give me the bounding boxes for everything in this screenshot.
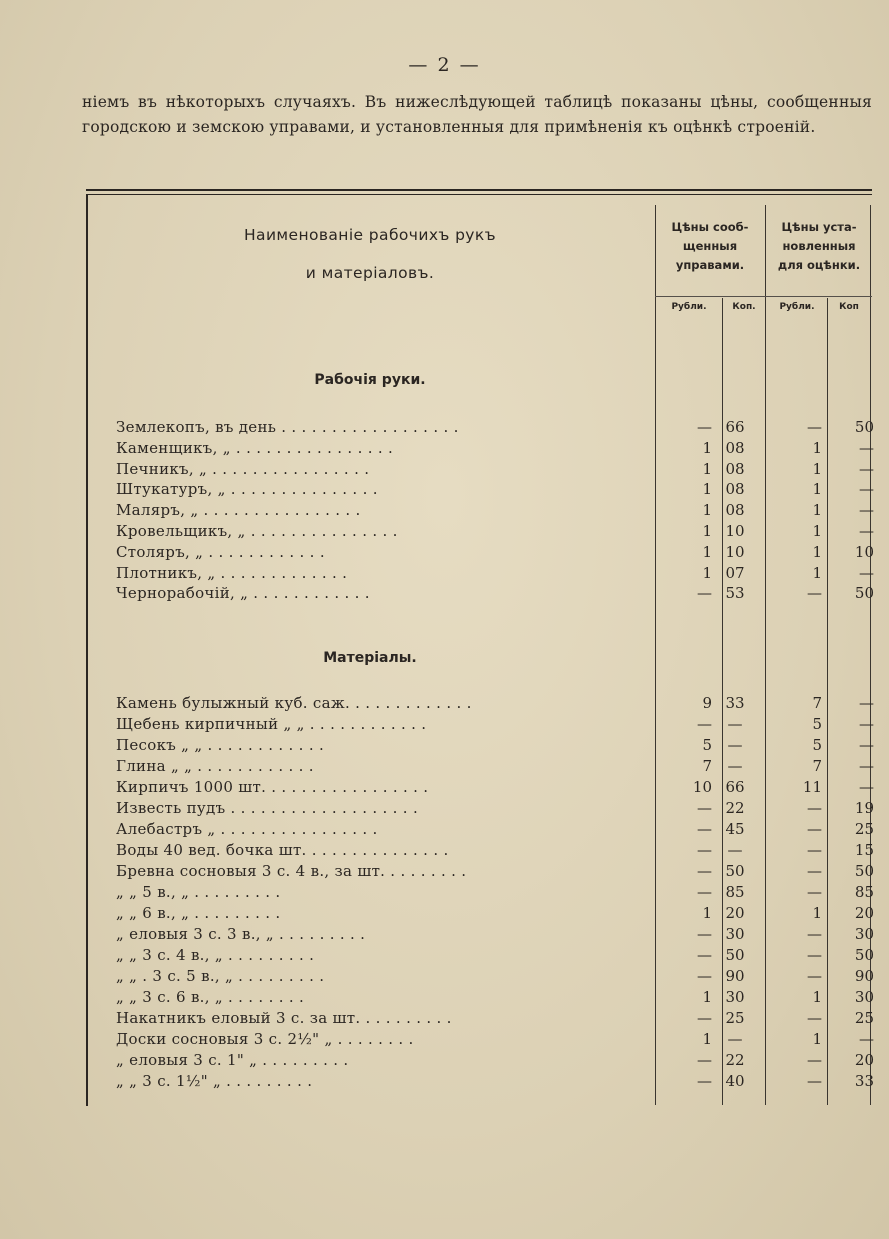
- cell-rub1: —: [697, 862, 712, 880]
- cell-kop2: —: [859, 563, 874, 582]
- cell-kop1: 30: [725, 988, 745, 1006]
- table-row: [116, 1051, 872, 1073]
- cell-kop1: —: [727, 736, 743, 754]
- cell-rub2: —: [807, 418, 822, 436]
- header-name-line2: и матеріаловъ.: [305, 264, 435, 282]
- header-name-column: [200, 216, 540, 292]
- cell-kop2: —: [859, 715, 874, 733]
- row-name: Щебень кирпичный „ „ . . . . . . . . . . . .: [116, 715, 427, 733]
- unit-rub1: Рубли.: [671, 302, 707, 312]
- cell-kop1: —: [727, 841, 743, 859]
- cell-rub1: 1: [702, 988, 712, 1006]
- table-row: [116, 820, 872, 842]
- cell-rub2: —: [807, 1072, 822, 1090]
- cell-kop2: —: [859, 501, 874, 520]
- cell-kop1: 08: [725, 501, 745, 520]
- row-name: Кирпичъ 1000 шт. . . . . . . . . . . . . . . . .: [116, 778, 429, 796]
- cell-kop2: —: [859, 438, 874, 457]
- cell-rub1: 7: [702, 757, 712, 775]
- header-group2-line1: Цѣны уста-: [781, 220, 857, 234]
- table-row: [116, 439, 872, 461]
- cell-kop1: 85: [725, 883, 745, 901]
- cell-rub2: —: [807, 799, 822, 817]
- cell-kop1: 90: [725, 967, 745, 985]
- cell-kop2: —: [859, 778, 874, 796]
- row-name: Бревна сосновыя 3 с. 4 в., за шт. . . . . . . . .: [116, 862, 467, 880]
- header-divider-rule: [655, 296, 872, 297]
- cell-kop2: 50: [854, 946, 874, 964]
- table-row: [116, 1072, 872, 1094]
- cell-rub2: 1: [812, 1030, 822, 1048]
- table-row: [116, 501, 872, 523]
- cell-rub2: 1: [812, 501, 822, 520]
- cell-kop2: —: [859, 459, 874, 478]
- cell-kop1: 53: [725, 584, 745, 603]
- table-row: [116, 715, 872, 737]
- row-name: Накатникъ еловый 3 с. за шт. . . . . . . . . .: [116, 1009, 452, 1027]
- row-name: Плотникъ, „ . . . . . . . . . . . . .: [116, 563, 348, 582]
- cell-rub1: 1: [702, 904, 712, 922]
- row-name: „ „ 3 с. 6 в., „ . . . . . . . .: [116, 988, 305, 1006]
- row-name: „ „ 6 в., „ . . . . . . . . .: [116, 904, 281, 922]
- cell-kop2: 30: [854, 988, 874, 1006]
- cell-rub1: —: [697, 820, 712, 838]
- table-row: [116, 925, 872, 947]
- cell-kop2: 50: [854, 584, 874, 603]
- cell-rub1: —: [697, 1009, 712, 1027]
- row-name: „ еловыя 3 с. 1" „ . . . . . . . . .: [116, 1051, 349, 1069]
- cell-kop1: 08: [725, 438, 745, 457]
- table-row: [116, 418, 872, 440]
- cell-rub1: —: [697, 967, 712, 985]
- row-name: Столяръ, „ . . . . . . . . . . . .: [116, 542, 325, 561]
- row-name: „ „ 5 в., „ . . . . . . . . .: [116, 883, 281, 901]
- header-name-line1: Наименованіе рабочихъ рукъ: [244, 226, 496, 244]
- row-name: Воды 40 вед. бочка шт. . . . . . . . . . . . . . .: [116, 841, 449, 859]
- cell-kop1: 30: [725, 925, 745, 943]
- table-top-rule-thin: [86, 194, 872, 195]
- cell-kop1: —: [727, 715, 743, 733]
- cell-rub1: —: [697, 418, 712, 436]
- table-row: [116, 1009, 872, 1031]
- cell-kop1: —: [727, 757, 743, 775]
- table-row: [116, 522, 872, 544]
- cell-rub1: —: [697, 1051, 712, 1069]
- cell-kop2: 20: [854, 1051, 874, 1069]
- cell-kop1: 08: [725, 480, 745, 499]
- cell-rub2: —: [807, 862, 822, 880]
- cell-kop1: 10: [725, 522, 745, 540]
- table-row: [116, 946, 872, 968]
- header-group1-line2: щенныя: [682, 239, 738, 253]
- cell-rub1: 1: [702, 542, 712, 561]
- cell-kop2: 90: [854, 967, 874, 985]
- cell-kop1: 22: [725, 799, 745, 817]
- row-name: Известь пудъ . . . . . . . . . . . . . . . . . . .: [116, 799, 419, 817]
- cell-rub1: 9: [702, 694, 712, 712]
- cell-kop2: —: [859, 480, 874, 499]
- cell-rub1: 10: [692, 778, 712, 796]
- header-col-group2: [767, 218, 871, 275]
- row-name: „ „ 3 с. 4 в., „ . . . . . . . . .: [116, 946, 315, 964]
- cell-rub2: 5: [812, 736, 822, 754]
- cell-kop1: 08: [725, 459, 745, 478]
- section-materials-title: Матеріалы.: [323, 650, 417, 666]
- cell-rub2: —: [807, 946, 822, 964]
- row-name: Песокъ „ „ . . . . . . . . . . . .: [116, 736, 325, 754]
- table-row: [116, 988, 872, 1010]
- cell-rub1: 5: [702, 736, 712, 754]
- table-row: [116, 460, 872, 482]
- cell-kop1: 50: [725, 946, 745, 964]
- cell-rub1: 1: [702, 501, 712, 520]
- cell-rub2: 1: [812, 542, 822, 561]
- cell-rub1: 1: [702, 522, 712, 540]
- header-group2-line3: для оцѣнки.: [777, 258, 861, 272]
- intro-paragraph: ніемъ въ нѣкоторыхъ случаяхъ. Въ нижеслѣдующей таблицѣ показаны цѣны, сообщенныя городскою и земскою управами, и установленныя для примѣненія къ оцѣнкѣ строеній.: [82, 93, 872, 136]
- table-row: [116, 799, 872, 821]
- cell-rub1: 1: [702, 459, 712, 478]
- cell-kop2: —: [859, 1030, 874, 1048]
- cell-kop2: —: [859, 694, 874, 712]
- table-row: [116, 564, 872, 586]
- cell-rub1: —: [697, 925, 712, 943]
- cell-rub2: 5: [812, 715, 822, 733]
- cell-kop1: 45: [725, 820, 745, 838]
- cell-rub2: 7: [812, 694, 822, 712]
- row-name: Камень булыжный куб. саж. . . . . . . . . . . . .: [116, 694, 472, 712]
- cell-rub2: 11: [802, 778, 822, 796]
- unit-rub2: Рубли.: [779, 302, 815, 312]
- table-row: [116, 967, 872, 989]
- table-row: [116, 736, 872, 758]
- cell-rub1: —: [697, 883, 712, 901]
- row-name: Землекопъ, въ день . . . . . . . . . . . . . . . . . .: [116, 418, 459, 436]
- cell-rub1: 1: [702, 563, 712, 582]
- row-name: Маляръ, „ . . . . . . . . . . . . . . . .: [116, 501, 361, 520]
- header-col-group1: [657, 218, 763, 275]
- cell-kop1: 07: [725, 563, 745, 582]
- row-name: Глина „ „ . . . . . . . . . . . .: [116, 757, 314, 775]
- table-top-rule: [86, 189, 872, 191]
- cell-kop1: 20: [725, 904, 745, 922]
- header-group1-line3: управами.: [675, 258, 745, 272]
- cell-rub2: 7: [812, 757, 822, 775]
- table-left-border: [86, 194, 88, 1106]
- cell-kop1: —: [727, 1030, 743, 1048]
- cell-rub2: —: [807, 1009, 822, 1027]
- page-number: — 2 —: [408, 54, 481, 76]
- cell-kop2: 20: [854, 904, 874, 922]
- cell-rub1: 1: [702, 438, 712, 457]
- cell-kop1: 40: [725, 1072, 745, 1090]
- cell-rub2: 1: [812, 988, 822, 1006]
- header-group2-line2: новленныя: [782, 239, 856, 253]
- row-name: „ еловыя 3 с. 3 в., „ . . . . . . . . .: [116, 925, 366, 943]
- cell-kop2: —: [859, 522, 874, 540]
- table-row: [116, 584, 872, 606]
- cell-kop1: 66: [725, 778, 745, 796]
- row-name: Чернорабочій, „ . . . . . . . . . . . .: [116, 584, 370, 603]
- cell-kop2: 25: [854, 820, 874, 838]
- table-row: [116, 694, 872, 716]
- cell-rub2: —: [807, 967, 822, 985]
- row-name: Доски сосновыя 3 с. 2½" „ . . . . . . . .: [116, 1030, 414, 1048]
- header-group1-line1: Цѣны сооб-: [671, 220, 749, 234]
- cell-kop2: 50: [854, 418, 874, 436]
- table-row: [116, 543, 872, 565]
- cell-kop2: 10: [854, 542, 874, 561]
- cell-rub2: —: [807, 883, 822, 901]
- table-row: [116, 480, 872, 502]
- cell-rub1: —: [697, 841, 712, 859]
- cell-kop1: 33: [725, 694, 745, 712]
- cell-kop2: 50: [854, 862, 874, 880]
- row-name: Каменщикъ, „ . . . . . . . . . . . . . . . .: [116, 438, 394, 457]
- section-labor-title: Рабочія руки.: [314, 372, 426, 388]
- cell-rub1: 1: [702, 1030, 712, 1048]
- cell-kop2: —: [859, 757, 874, 775]
- cell-rub1: —: [697, 584, 712, 603]
- table-row: [116, 1030, 872, 1052]
- cell-rub1: —: [697, 946, 712, 964]
- table-row: [116, 757, 872, 779]
- table-row: [116, 862, 872, 884]
- cell-kop2: 19: [854, 799, 874, 817]
- table-row: [116, 904, 872, 926]
- cell-rub1: —: [697, 1072, 712, 1090]
- cell-kop1: 22: [725, 1051, 745, 1069]
- row-name: „ „ 3 с. 1½" „ . . . . . . . . .: [116, 1072, 313, 1090]
- cell-kop2: 33: [854, 1072, 874, 1090]
- cell-kop1: 66: [725, 418, 745, 436]
- cell-rub2: —: [807, 584, 822, 603]
- cell-kop1: 50: [725, 862, 745, 880]
- cell-kop2: —: [859, 736, 874, 754]
- table-row: [116, 778, 872, 800]
- unit-kop1: Коп.: [732, 302, 756, 312]
- row-name: Печникъ, „ . . . . . . . . . . . . . . . .: [116, 459, 370, 478]
- cell-rub2: 1: [812, 438, 822, 457]
- row-name: Алебастръ „ . . . . . . . . . . . . . . . .: [116, 820, 378, 838]
- cell-kop2: 15: [854, 841, 874, 859]
- cell-rub2: 1: [812, 522, 822, 540]
- cell-kop1: 25: [725, 1009, 745, 1027]
- cell-kop2: 30: [854, 925, 874, 943]
- cell-rub2: —: [807, 925, 822, 943]
- unit-kop2: Коп: [839, 302, 859, 312]
- cell-rub1: —: [697, 799, 712, 817]
- cell-kop2: 25: [854, 1009, 874, 1027]
- table-row: [116, 841, 872, 863]
- cell-rub2: —: [807, 1051, 822, 1069]
- cell-rub2: 1: [812, 459, 822, 478]
- cell-kop1: 10: [725, 542, 745, 561]
- cell-rub2: —: [807, 841, 822, 859]
- row-name: Штукатуръ, „ . . . . . . . . . . . . . . .: [116, 480, 378, 499]
- cell-rub1: —: [697, 715, 712, 733]
- row-name: Кровельщикъ, „ . . . . . . . . . . . . . . .: [116, 522, 398, 540]
- cell-rub2: 1: [812, 563, 822, 582]
- cell-kop2: 85: [854, 883, 874, 901]
- cell-rub2: 1: [812, 904, 822, 922]
- cell-rub2: 1: [812, 480, 822, 499]
- row-name: „ „ . 3 с. 5 в., „ . . . . . . . . .: [116, 967, 325, 985]
- cell-rub1: 1: [702, 480, 712, 499]
- cell-rub2: —: [807, 820, 822, 838]
- table-row: [116, 883, 872, 905]
